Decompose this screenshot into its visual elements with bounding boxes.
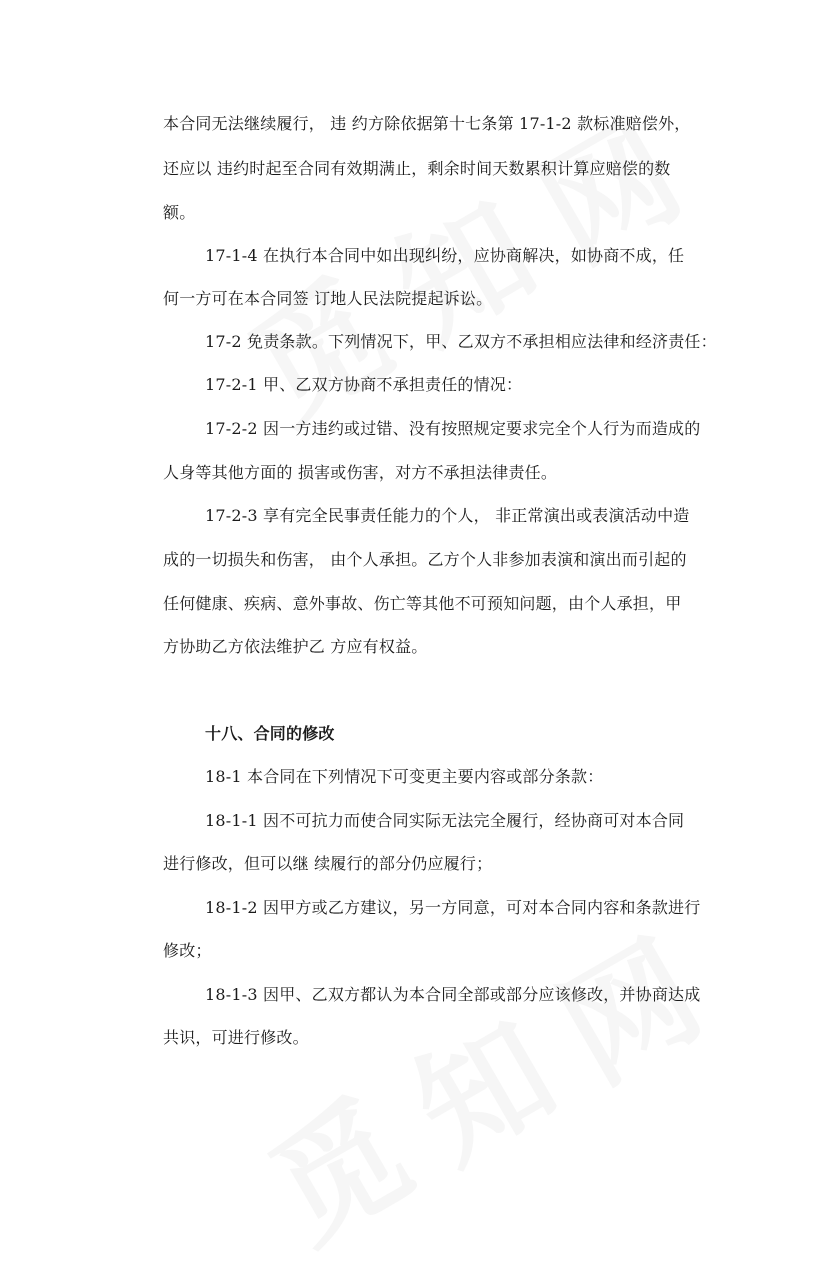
paragraph-line: 人身等其他方面的 损害或伤害，对方不承担法律责任。 — [163, 463, 558, 482]
section-heading: 十八、合同的修改 — [205, 724, 335, 743]
paragraph-line: 额。 — [163, 203, 196, 222]
paragraph-line: 方协助乙方依法维护乙 方应有权益。 — [163, 637, 428, 656]
watermark-text-4 — [232, 1050, 438, 1277]
paragraph-line: 17-2-1 甲、乙双方协商不承担责任的情况： — [205, 375, 523, 394]
paragraph-line: 本合同无法继续履行， 违 约方除依据第十七条第 17-1-2 款标准赔偿外， — [163, 114, 691, 133]
paragraph-line: 17-2 免责条款。下列情况下，甲、乙双方不承担相应法律和经济责任： — [205, 332, 717, 351]
paragraph-line: 18-1-2 因甲方或乙方建议，另一方同意，可对本合同内容和条款进行 — [205, 898, 701, 917]
paragraph-line: 任何健康、疾病、意外事故、伤亡等其他不可预知问题，由个人承担，甲 — [163, 594, 682, 613]
paragraph-line: 18-1 本合同在下列情况下可变更主要内容或部分条款： — [205, 767, 604, 786]
paragraph-line: 修改； — [163, 941, 212, 960]
paragraph-line: 17-2-2 因一方违约或过错、没有按照规定要求完全个人行为而造成的 — [205, 419, 701, 438]
paragraph-line: 进行修改，但可以继 续履行的部分仍应履行； — [163, 854, 493, 873]
paragraph-line: 还应以 违约时起至合同有效期满止，剩余时间天数累积计算应赔偿的数 — [163, 159, 671, 178]
paragraph-line: 18-1-1 因不可抗力而使合同实际无法完全履行，经协商可对本合同 — [205, 811, 685, 830]
paragraph-line: 共识，可进行修改。 — [163, 1028, 309, 1047]
paragraph-line: 何一方可在本合同签 订地人民法院提起诉讼。 — [163, 289, 493, 308]
paragraph-line: 17-1-4 在执行本合同中如出现纠纷，应协商解决，如协商不成，任 — [205, 246, 685, 265]
paragraph-line: 成的一切损失和伤害， 由个人承担。乙方个人非参加表演和演出而引起的 — [163, 550, 687, 569]
paragraph-line: 18-1-3 因甲、乙双方都认为本合同全部或部分应该修改，并协商达成 — [205, 985, 701, 1004]
paragraph-line: 17-2-3 享有完全民事责任能力的个人， 非正常演出或表演活动中造 — [205, 506, 690, 525]
